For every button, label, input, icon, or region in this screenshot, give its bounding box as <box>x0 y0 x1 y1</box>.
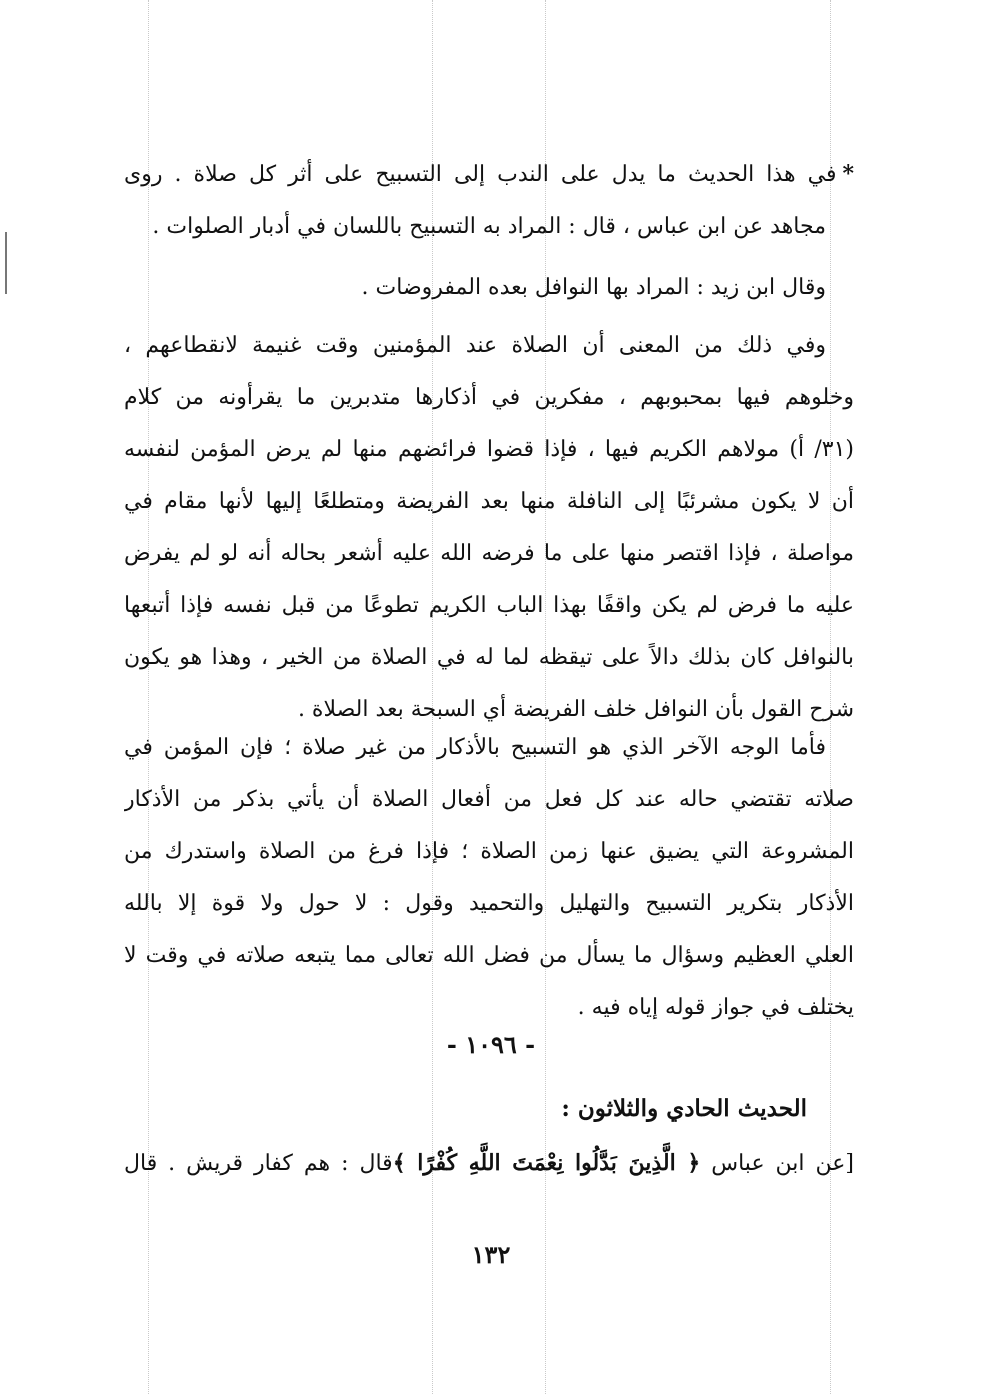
page-number: ١٣٢ <box>471 1240 511 1269</box>
text-line: يختلف في جواز قوله إياه فيه . <box>577 995 854 1020</box>
footnote-line: مجاهد عن ابن عباس ، قال : المراد به التسبيح باللسان في أدبار الصلوات . <box>152 214 826 239</box>
quote-suffix: قال : هم كفار قريش . قال <box>124 1151 393 1176</box>
quote-prefix: [عن ابن عباس <box>700 1151 854 1176</box>
footnote-line: *في هذا الحديث ما يدل على الندب إلى التسبيح على أثر كل صلاة . روى <box>124 161 854 187</box>
text-line: عليه ما فرض لم يكن واقفًا بهذا الباب الكريم تطوعًا من قبل نفسه فإذا أتبعها <box>124 593 854 618</box>
footnote-continuation <box>124 262 854 314</box>
section-title: الحديث الحادي والثلاثون : <box>561 1095 807 1122</box>
quran-verse: ﴿ الَّذِينَ بَدَّلُوا نِعْمَتَ اللَّهِ كُفْرًا ﴾ <box>392 1150 701 1176</box>
footnote-line: وقال ابن زيد : المراد بها النوافل بعده المفروضات . <box>361 275 826 300</box>
paragraph-2 <box>124 722 854 1034</box>
text-line: الأذكار بتكرير التسبيح والتهليل والتحميد وقول : لا حول ولا قوة إلا بالله <box>124 891 854 916</box>
text-line: شرح القول بأن النوافل خلف الفريضة أي السبحة بعد الصلاة . <box>297 697 854 722</box>
text-line: العلي العظيم وسؤال ما يسأل من فضل الله تعالى مما يتبعه صلاته في وقت لا <box>124 943 854 968</box>
footnote-marker: * <box>842 161 854 187</box>
hadith-number: - ١٠٩٦ - <box>446 1030 536 1059</box>
text-line: المشروعة التي يضيق عنها زمن الصلاة ؛ فإذا فرغ من الصلاة واستدرك من <box>124 839 854 864</box>
footnote-block <box>124 148 854 253</box>
text-line: (٣١/ أ) مولاهم الكريم فيها ، فإذا قضوا فرائضهم منها لم يرض المؤمن لنفسه <box>124 437 854 462</box>
text-line: وخلوهم فيها بمحبوبهم ، مفكرين في أذكارها متدبرين ما يقرأونه من كلام <box>124 385 854 410</box>
text-line: فأما الوجه الآخر الذي هو التسبيح بالأذكار من غير صلاة ؛ فإن المؤمن في <box>124 735 826 760</box>
paragraph-1 <box>124 320 854 736</box>
text-line: مواصلة ، فإذا اقتصر منها على ما فرضه الله عليه أشعر بحاله أنه لو لم يفرض <box>124 541 854 566</box>
text-line: وفي ذلك من المعنى أن الصلاة عند المؤمنين وقت غنيمة لانقطاعهم ، <box>124 333 826 358</box>
scan-edge-mark <box>5 232 7 294</box>
quote-line <box>124 1150 854 1176</box>
text-line: أن لا يكون مشرئبًا إلى النافلة منها بعد الفريضة ومتطلعًا إليها لأنها مقام في <box>124 489 854 514</box>
text-line: صلاته تقتضي حاله عند كل فعل من أفعال الصلاة أن يأتي بذكر من الأذكار <box>124 787 854 812</box>
text-line: بالنوافل كان بذلك دالاً على تيقظه لما له في الصلاة من الخير ، وهذا هو يكون <box>124 645 854 670</box>
